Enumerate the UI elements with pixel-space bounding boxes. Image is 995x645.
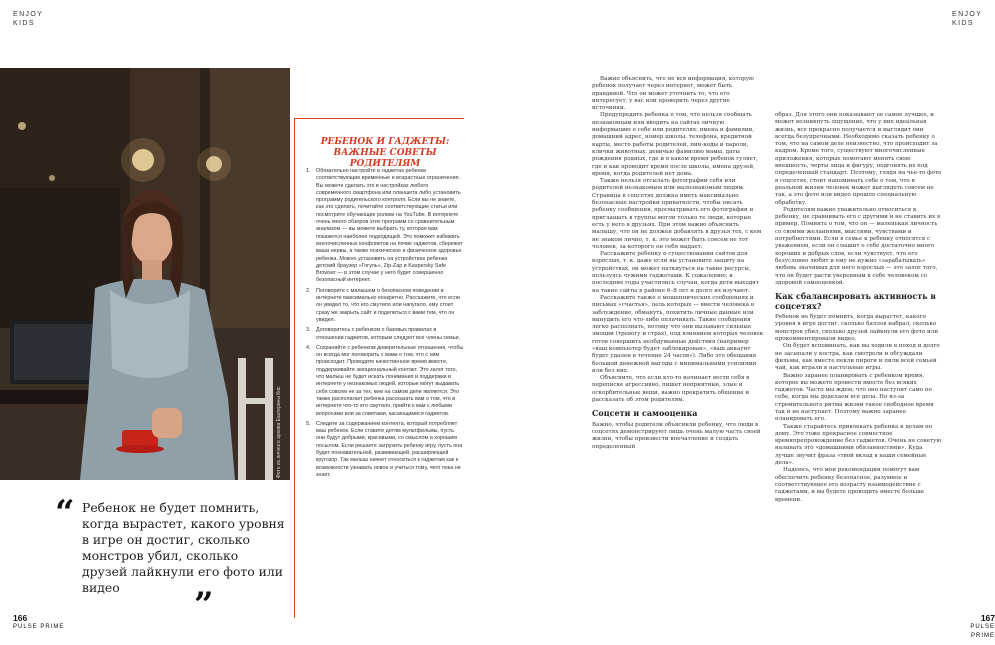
article-column-2	[775, 112, 943, 504]
magazine-name-left: PULSE PRIME	[13, 624, 65, 630]
brand-mark-left	[13, 10, 43, 28]
open-quote-icon: “	[55, 493, 75, 533]
brand-line-kids: KIDS	[952, 20, 974, 27]
paragraph: Надеюсь, что мои рекомендации помогут вам обеспечить ребенку безопасное, разумное и соответствующее его возрасту взаимодействие с гаджетами, и вы будете проводить вместе больше времени.	[775, 467, 924, 503]
brand-line-enjoy: ENJOY	[13, 11, 44, 18]
folio-left	[13, 614, 64, 632]
sidebar-title: РЕБЕНОК И ГАДЖЕТЫ: ВАЖНЫЕ СОВЕТЫ РОДИТЕЛЯМ	[320, 137, 450, 169]
paragraph: Ребенок не будет помнить, когда вырастет, какого уровня в игре достиг, сколько баллов набрал, сколько монстров убил, сколько друзей лайкнули его фото или прокомментировали видео.	[775, 314, 939, 343]
photo-credit: Фото из личного архива Екатерины Кис	[276, 386, 282, 478]
paragraph: Расскажите ребенку о существовании сайтов для взрослых, т. к. даже если вы установите защиту на устройствах, он может наткнуться на такие ресурсы, пользуясь чужими гаджетами. К сожалению, в последние годы участились случаи, когда дети выходят на такие сайты в районе 6–8 лет и долго их изучают.	[592, 251, 759, 294]
list-item-number: 2.	[306, 287, 311, 294]
folio-right	[950, 614, 995, 641]
list-item-text: Договоритесь с ребенком о базовых правилах в отношении гаджетов, которым следуют все члены семьи.	[316, 327, 461, 341]
list-item-number: 1.	[306, 168, 311, 174]
pull-quote-text: Ребенок не будет помнить, когда вырастет, какого уровня в игре он достиг, сколько монстров убил, сколько друзей лайкнули его фото или видео	[82, 500, 285, 595]
paragraph: Расскажите также о мошеннических сообщениях и письмах «счастья», цель которых — ввести человека в заблуждение, обмануть, похитить личные данные или вынудить его что-либо оплачивать. Такие сообщения легко распознать, потому что они вызывают сильные эмоции (тревогу и страх), под влиянием которых человек готов совершить необдуманные действия (например «ваш компьютер будет заблокирован», «ваш аккаунт будет удален в течение 24 часов»). Либо это обещания большой денежной выгоды с минимальными усилиями или без них.	[592, 294, 764, 374]
paragraph: образ. Для этого они показывают ее самое лучшее, и может возникнуть ощущение, что у них идеальная жизнь, все прекрасно получается и выглядит они всегда безупречными. Необходимо сказать ребенку о том, что на самом деле неизвестно, что происходит за кадром. Кроме того, существуют многочисленные приложения, которые помогают менять свою внешность, черты лица и фигуру, подгонять их под определенный стандарт. Поэтому, глядя на чье-то фото в соцсетях, стоит напоминать себе о том, что в реальной жизни человек может выглядеть совсем не так, а это фото или видео прошло специальную обработку.	[775, 112, 942, 206]
page-number-right: 167	[980, 613, 995, 623]
section-heading-social: Соцсети и самооценка	[592, 408, 698, 419]
section-heading-balance: Как сбалансировать активность в соцсетях?	[775, 291, 936, 311]
list-item	[306, 327, 464, 342]
paragraph: Важно, чтобы родители объяснили ребенку, что люди в соцсетях демонстрируют лишь очень малую часть своей жизни, чтобы произвести впечатление и создать определенный	[592, 421, 761, 450]
paragraph: Важно заранее планировать с ребенком время, которое вы можете провести вместе без всяких гаджетов. Часто мы ждем, что оно наступит само по себе, когда мы доделаем все дела. Но из-за стремительного ритма жизни такое свободное время так и не наступает. Поэтому важно заранее планировать его.	[775, 372, 934, 423]
paragraph: Предупредите ребенка о том, что нельзя сообщать незнакомцам или вводить на сайтах личную информацию о себе или родителях: имена и фамилии, домашний адрес, номер школы, телефона, кредитной карты, место работы родителей, пин-коды и пароли, клички животных, девичью фамилию мамы, даты рождения родных, где и в каком время ребенок гуляет, где и как проводит время после школы, имена друзей, время, когда родителей нет дома.	[592, 112, 758, 177]
portrait-photo	[0, 68, 290, 480]
portrait-illustration	[0, 68, 290, 480]
list-item-number: 3.	[306, 327, 311, 334]
brand-line-kids: KIDS	[13, 20, 35, 27]
list-item-text: Сохраняйте с ребенком доверительные отношения, чтобы он всегда мог поговорить с вами о том, что с ним происходит. Проводите качественное время вместе, поддерживайте эмоциональный контакт. Это залог того, что малыш не будет искать понимания и поддержки в интернете у незнакомых людей, которые могут выдавать себя совсем не за тех, кем на самом деле являются. Это также располагает ребенка рассказать вам о том, что в интернете что-то его смутило, прийти к вам с любыми вопросами или за советами, касающимися гаджетов.	[316, 344, 464, 417]
tips-list	[306, 168, 464, 482]
brand-line-enjoy: ENJOY	[952, 11, 983, 18]
list-item	[306, 168, 464, 285]
paragraph: Он будет вспоминать, как вы ходили в поход и долго не засыпали у костра, как смотрели и обсуждали фильмы, как вместе пекли пироги и пили всей семьей чай, как играли в настольные игры.	[775, 343, 940, 372]
page-number-left: 166	[13, 613, 28, 623]
article-column-1	[592, 76, 764, 451]
list-item-text: Обязательно настройте в гаджетах ребенка соответствующие временные и возрастные ограничения. Вы можете сделать это в настройках любого современного смартфона или планшета либо установить программу родительского контроля. Если вы не знаете, как это сделать, почитайте соответствующие статьи или посмотрите обучающие ролики на YouTube. В интернете очень много обзоров этих программ со сравнительным анализом — вы можете выбрать ту, которая вам покажется наиболее подходящей. Это поможет избежать многочисленных конфликтов на почве гаджетов, сбережет ваши нервы, а также психическое и физическое здоровье ребенка. Можно установить на устройствах ребенка детский браузер «Гогуль», Zip-Zap и Kaspersky Safe Browser — в этом случае у него будет совершенно безопасный интернет.	[316, 168, 463, 284]
brand-mark-right	[952, 10, 982, 28]
paragraph: Объясните, что если кто-то начинает вести себя в переписке агрессивно, пишет неприятные, злые и оскорбительные вещи, важно прекратить общение и рассказать об этом родителям.	[592, 375, 750, 404]
list-item-text: Поговорите с малышом о безопасном поведении в интернете максимально конкретно. Расскажите, что если он увидел то, что его смутило или напугало, ему стоит сразу же закрыть сайт и поделиться с вами тем, что он увидел.	[316, 287, 460, 323]
pull-quote	[60, 500, 285, 596]
close-quote-icon: ”	[194, 585, 214, 625]
list-item	[306, 288, 464, 324]
list-item	[306, 345, 464, 418]
list-item-number: 4.	[306, 344, 311, 351]
paragraph: Важно объяснить, что не вся информация, которую ребенок получает через интернет, может быть правдивой. Что он может уточнить то, что его интересует, у вас или проверить через другие источники.	[592, 76, 754, 112]
list-item-text: Следите за содержанием контента, который потребляет ваш ребенок. Если ставите детям мультфильмы, пусть они будут добрыми, красивыми, со смыслом и хорошим посылом. Если решаете загрузить ребенку игру, пусть она будет познавательной, развивающей, расширяющей кругозор. Так малыш начнет относиться к гаджетам как к возможности узнавать новое и учиться тому, чего пока не знает.	[316, 420, 463, 478]
magazine-name-right: PULSE PRIME	[970, 624, 995, 639]
paragraph: Также нельзя отсылать фотографии себя или родителей незнакомым или малознакомым людям. Страница в соцсетях должна иметь максимально безопасные настройки приватности, чтобы писать ребенку сообщения, просматривать его фотографии и приглашать в группы могли только те люди, которые есть у него в друзьях. При этом важно объяснить малышу, что он не должен добавлять в друзья тех, с кем не знаком лично, т. к. это может быть совсем не тот человек, за которого он себя выдает.	[592, 178, 762, 250]
paragraph: Также старайтесь привлекать ребенка к делам по дому. Это тоже прекрасное совместное времяпрепровождение без гаджетов. Очень не советую называть это «домашними обязанностями». Куда лучше звучит фраза «твой вклад в наши семейные дела».	[775, 423, 942, 467]
list-item-number: 5.	[306, 420, 311, 427]
list-item	[306, 421, 464, 479]
paragraph: Родителям важно уважительно относиться к ребенку, не сравнивать его с другими и не ставить их в пример. Помнить о том, что он — маленькая личность со своими желаниями, мыслями, чувствами и потребностями. Если в семье к ребенку относятся с уважением, если он слышит о себе достаточно много хороших и добрых слов, если чувствует, что его безусловно любят и ему не нужно «зарабатывать» любовь значимых для него взрослых — это залог того, что он будет расти уверенным в себе человеком со здоровой самооценкой.	[775, 206, 941, 286]
